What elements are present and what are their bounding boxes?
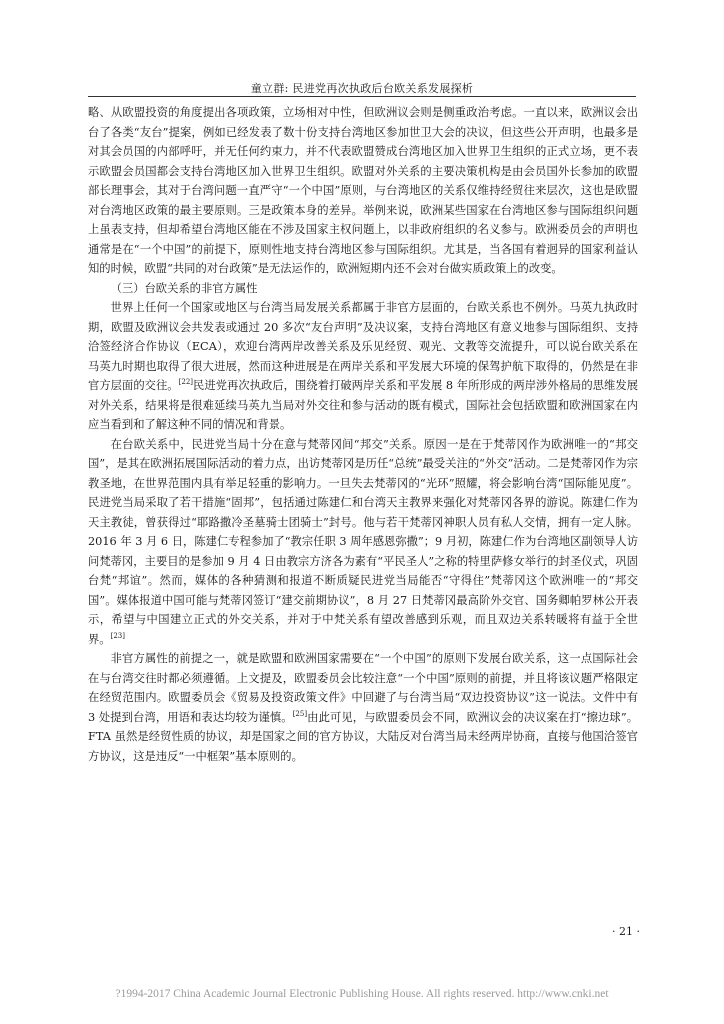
paragraph-3 [88, 298, 638, 435]
article-body [88, 103, 638, 766]
section-heading [88, 279, 638, 299]
paragraph-text: 非官方属性的前提之一，就是欧盟和欧洲国家需要在“一个中国”的原则下发展台欧关系，这一点国际社会在与台湾交往时都必须遵循。上文提及，欧盟委员会比较注意“一个中国”原则的前提，并且将该议题严格限定在经贸范围内。欧盟委员会《贸易及投资政策文件》中回避了与台湾当局“双边投资协议”这一说法。文件中有 3 处提到台湾，用语和表达均较为谨慎。 [88, 652, 638, 724]
section-heading-text: （三）台欧关系的非官方属性 [110, 281, 258, 295]
paragraph-text: 由此可见，与欧盟委员会不同，欧洲议会的决议案在打“擦边球”。FTA 虽然是经贸性质的协议，却是国家之间的官方协议，大陆反对台湾当局未经两岸协商，直接与他国洽签官方协议，这是违反“一中框架”基本原则的。 [88, 710, 639, 763]
running-header: 童立群: 民进党再次执政后台欧关系发展探析 [250, 82, 474, 95]
citation-ref: [25] [292, 709, 308, 718]
citation-ref: [23] [110, 631, 125, 640]
paragraph-text: 略、从欧盟投资的角度提出各项政策，立场相对中性，但欧洲议会则是侧重政治考虑。一直以来，欧洲议会出台了各类“友台”提案，例如已经发表了数十份支持台湾地区参加世卫大会的决议，但这些公开声明，也最多是对其会员国的内部呼吁，并无任何约束力，并不代表欧盟赞成台湾地区加入世界卫生组织的正式立场，更不表示欧盟会员国都会支持台湾地区加入世界卫生组织。欧盟对外关系的主要决策机构是由会员国外长参加的欧盟部长理事会，其对于台湾问题一直严守“一个中国”原则，与台湾地区的关系仅维持经贸往来层次，这也是欧盟对台湾地区政策的最主要原则。三是政策本身的差异。举例来说，欧洲某些国家在台湾地区参与国际组织问题上虽表支持，但却希望台湾地区能在不涉及国家主权问题上，以非政府组织的名义参与。欧洲委员会的声明也通常是在“一个中国”的前提下，原则性地支持台湾地区参与国际组织。尤其是，当各国有着迥异的国家利益认知的时候，欧盟“共同的对台政策”是无法运作的，欧洲短期内还不会对台做实质政策上的改变。 [88, 106, 638, 275]
page-number: · 21 · [612, 925, 640, 938]
paragraph-text: 民进党再次执政后，围绕着打破两岸关系和平发展 8 年所形成的两岸涉外格局的思维发展对外关系，结果将是很难延续马英九当局对外交往和参与活动的既有模式，国际社会包括欧盟和欧洲国家在内应当看到和了解这种不同的情况和背景。 [88, 379, 638, 431]
citation-ref: [22] [178, 378, 194, 387]
header-rule [88, 96, 636, 97]
paragraph-1 [88, 103, 638, 279]
paragraph-4 [88, 435, 638, 650]
paragraph-text: 在台欧关系中，民进党当局十分在意与梵蒂冈间“邦交”关系。原因一是在于梵蒂冈作为欧洲唯一的“邦交国”，是其在欧洲拓展国际活动的着力点，出访梵蒂冈是历任“总统”最受关注的“外交”活动。二是梵蒂冈作为宗教圣地，在世界范围内具有举足轻重的影响力。一旦失去梵蒂冈的“光环”照耀，将会影响台湾“国际能见度”。民进党当局采取了若干措施“固邦”，包括通过陈建仁和台湾天主教界来强化对梵蒂冈各界的游说。陈建仁作为天主教徒，曾获得过“耶路撒冷圣墓骑士团骑士”封号。他与若干梵蒂冈神职人员有私人交情，拥有一定人脉。2016 年 3 月 6 日，陈建仁专程参加了“教宗任职 3 周年感恩弥撒”；9 月初，陈建仁作为台湾地区副领导人访问梵蒂冈，主要目的是参加 9 月 4 日由教宗方济各为素有“平民圣人”之称的特里萨修女举行的封圣仪式，巩固台梵“邦谊”。然而，媒体的各种猜测和报道不断质疑民进党当局能否“守得住”梵蒂冈这个欧洲唯一的“邦交国”。媒体报道中国可能与梵蒂冈签订“建交前期协议”，8 月 27 日梵蒂冈最高阶外交官、国务卿帕罗林公开表示，希望与中国建立正式的外交关系，并对于中梵关系有望改善感到乐观，而且双边关系转暖将有益于全世界。 [88, 437, 638, 646]
paragraph-5 [88, 649, 638, 766]
copyright-footer: ?1994-2017 China Academic Journal Electronic Publishing House. All rights reserved. http://www.cnki.net [115, 988, 609, 1000]
paragraph-text: 世界上任何一个国家或地区与台湾当局发展关系都属于非官方层面的，台欧关系也不例外。马英九执政时期，欧盟及欧洲议会共发表或通过 20 多次“友台声明”及决议案，支持台湾地区有意义地参与国际组织、支持洽签经济合作协议（ECA），欢迎台湾两岸改善关系及乐见经贸、观光、文教等交流提升，可以说台欧关系在马英九时期也取得了很大进展，然而这种进展是在两岸关系和平发展大环境的保驾护航下取得的，仍然是在非官方层面的交往。 [88, 301, 638, 392]
